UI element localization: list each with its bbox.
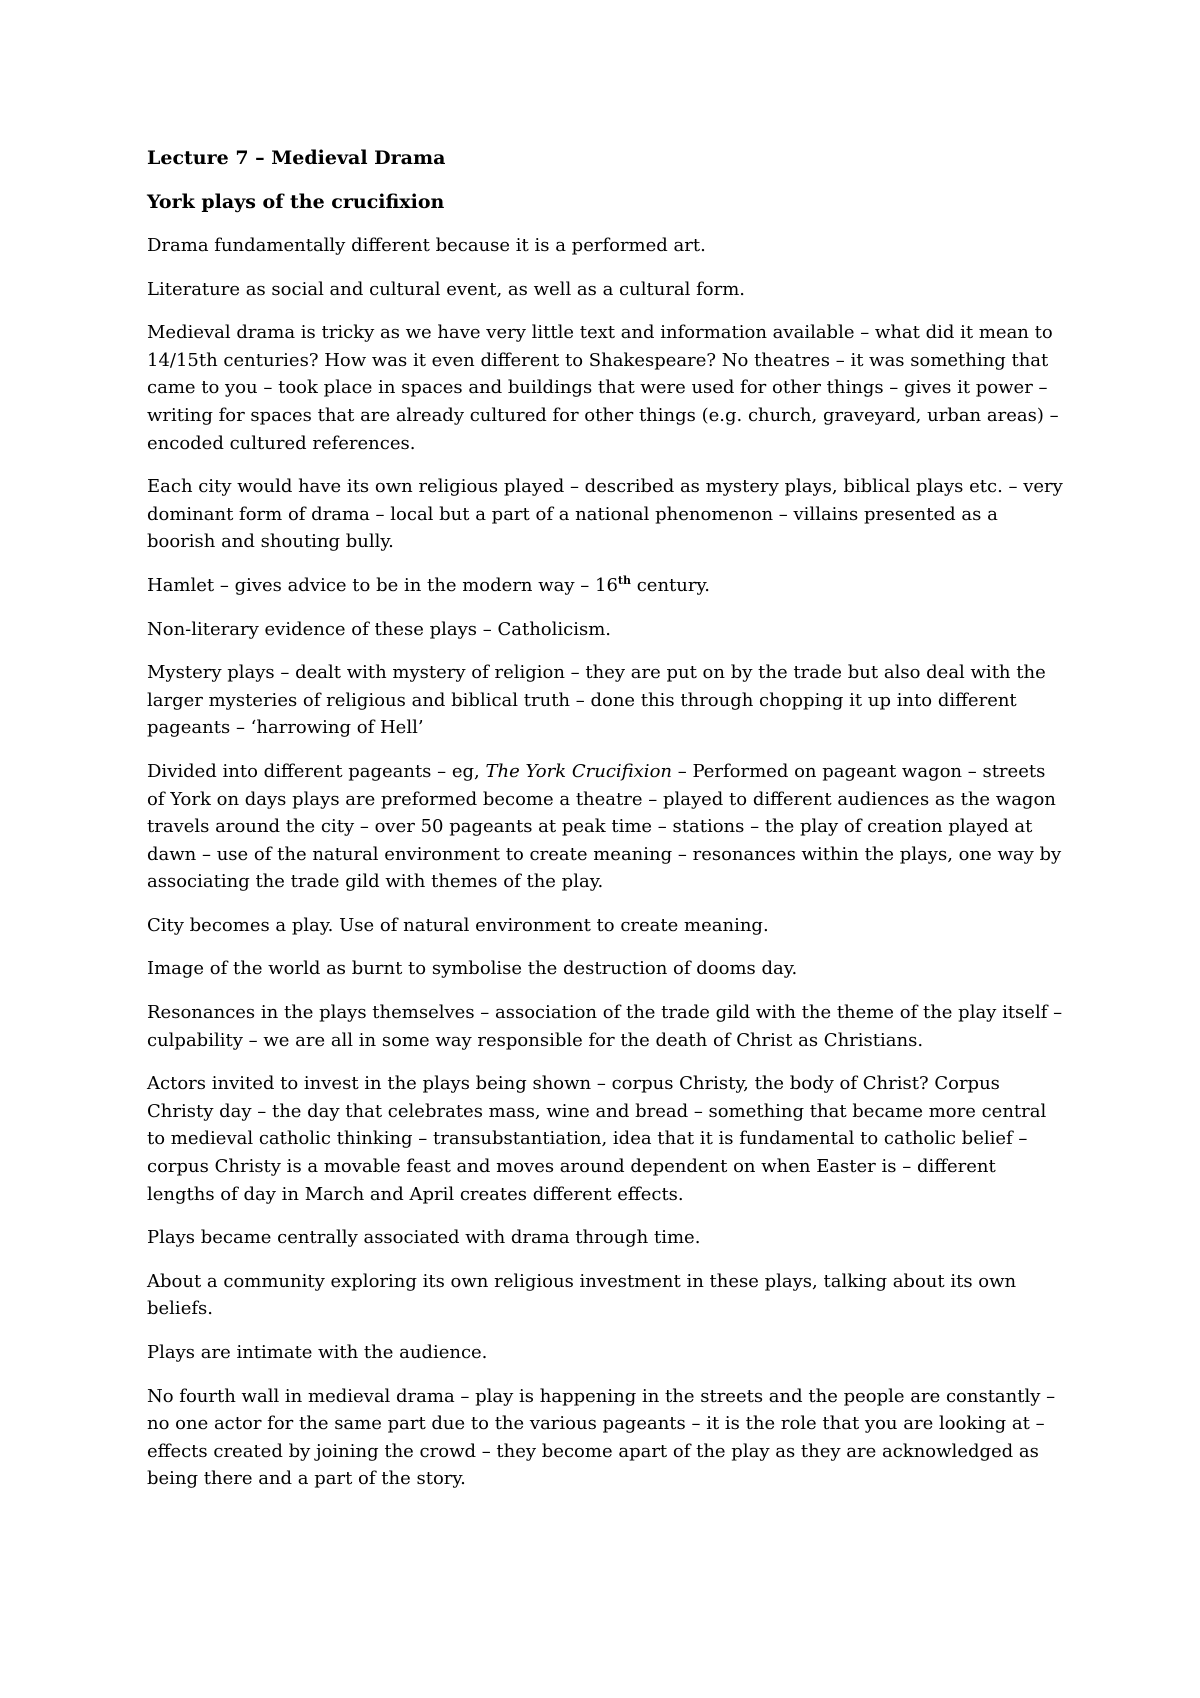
- paragraph: No fourth wall in medieval drama – play is happening in the streets and the people are constantly – no one actor for the same part due to the various pageants – it is the role that you are looking at – effects created by joining the crowd – they become apart of the play as they are acknowledged as being there and a part of the story.: [147, 1385, 1056, 1490]
- paragraph: Resonances in the plays themselves – association of the trade gild with the theme of the play itself – culpability – we are all in some way responsible for the death of Christ as Christians.: [147, 1002, 1063, 1051]
- paragraph: Mystery plays – dealt with mystery of religion – they are put on by the trade but also deal with the larger mysteries of religious and biblical truth – done this through chopping it up into different pageants – ‘harrowing of Hell’: [147, 662, 1046, 739]
- ordinal-superscript: th: [617, 573, 631, 587]
- paragraph-hamlet-tail: century.: [631, 574, 710, 596]
- paragraph: Plays became centrally associated with drama through time.: [147, 1227, 701, 1249]
- section-heading: York plays of the crucifixion: [147, 191, 445, 213]
- document-page: [147, 144, 1067, 1509]
- page-title: Lecture 7 – Medieval Drama: [147, 147, 446, 169]
- paragraph-york-text: Divided into different pageants – eg,: [147, 760, 486, 782]
- paragraph: Each city would have its own religious played – described as mystery plays, biblical plays etc. – very dominant form of drama – local but a part of a national phenomenon – villains presented as a boorish and shouting bully.: [147, 476, 1063, 553]
- play-title-italic: The York Crucifixion: [485, 760, 672, 782]
- paragraph-york: [147, 758, 1067, 896]
- paragraph-hamlet: [147, 572, 1067, 600]
- paragraph-hamlet-text: Hamlet – gives advice to be in the modern way – 16: [147, 574, 618, 596]
- paragraph-york-tail: – Performed on pageant wagon – streets of York on days plays are preformed become a theatre – played to different audiences as the wagon travels around the city – over 50 pageants at peak time – stations – the play of creation played at dawn – use of the natural environment to create meaning – resonances within the plays, one way by associating the trade gild with themes of the play.: [147, 760, 1062, 893]
- paragraph: Drama fundamentally different because it is a performed art.: [147, 235, 706, 256]
- paragraph: Plays are intimate with the audience.: [147, 1342, 488, 1363]
- paragraph: Literature as social and cultural event, as well as a cultural form.: [147, 278, 746, 300]
- paragraph: About a community exploring its own religious investment in these plays, talking about its own beliefs.: [147, 1270, 1017, 1320]
- paragraph: City becomes a play. Use of natural environment to create meaning.: [147, 914, 769, 936]
- paragraph: Image of the world as burnt to symbolise the destruction of dooms day.: [147, 958, 798, 980]
- paragraph: Medieval drama is tricky as we have very little text and information available – what did it mean to 14/15th centuries? How was it even different to Shakespeare? No theatres – it was something that came to you – took place in spaces and buildings that were used for other things – gives it power – writing for spaces that are already cultured for other things (e.g. church, graveyard, urban areas) – encoded cultured references.: [147, 322, 1059, 454]
- paragraph: Non-literary evidence of these plays – Catholicism.: [147, 618, 612, 640]
- paragraph: Actors invited to invest in the plays being shown – corpus Christy, the body of Christ? Corpus Christy day – the day that celebrates mass, wine and bread – something that became more central to medieval catholic thinking – transubstantiation, idea that it is fundamental to catholic belief – corpus Christy is a movable feast and moves around dependent on when Easter is – different lengths of day in March and April creates different effects.: [147, 1073, 1047, 1205]
